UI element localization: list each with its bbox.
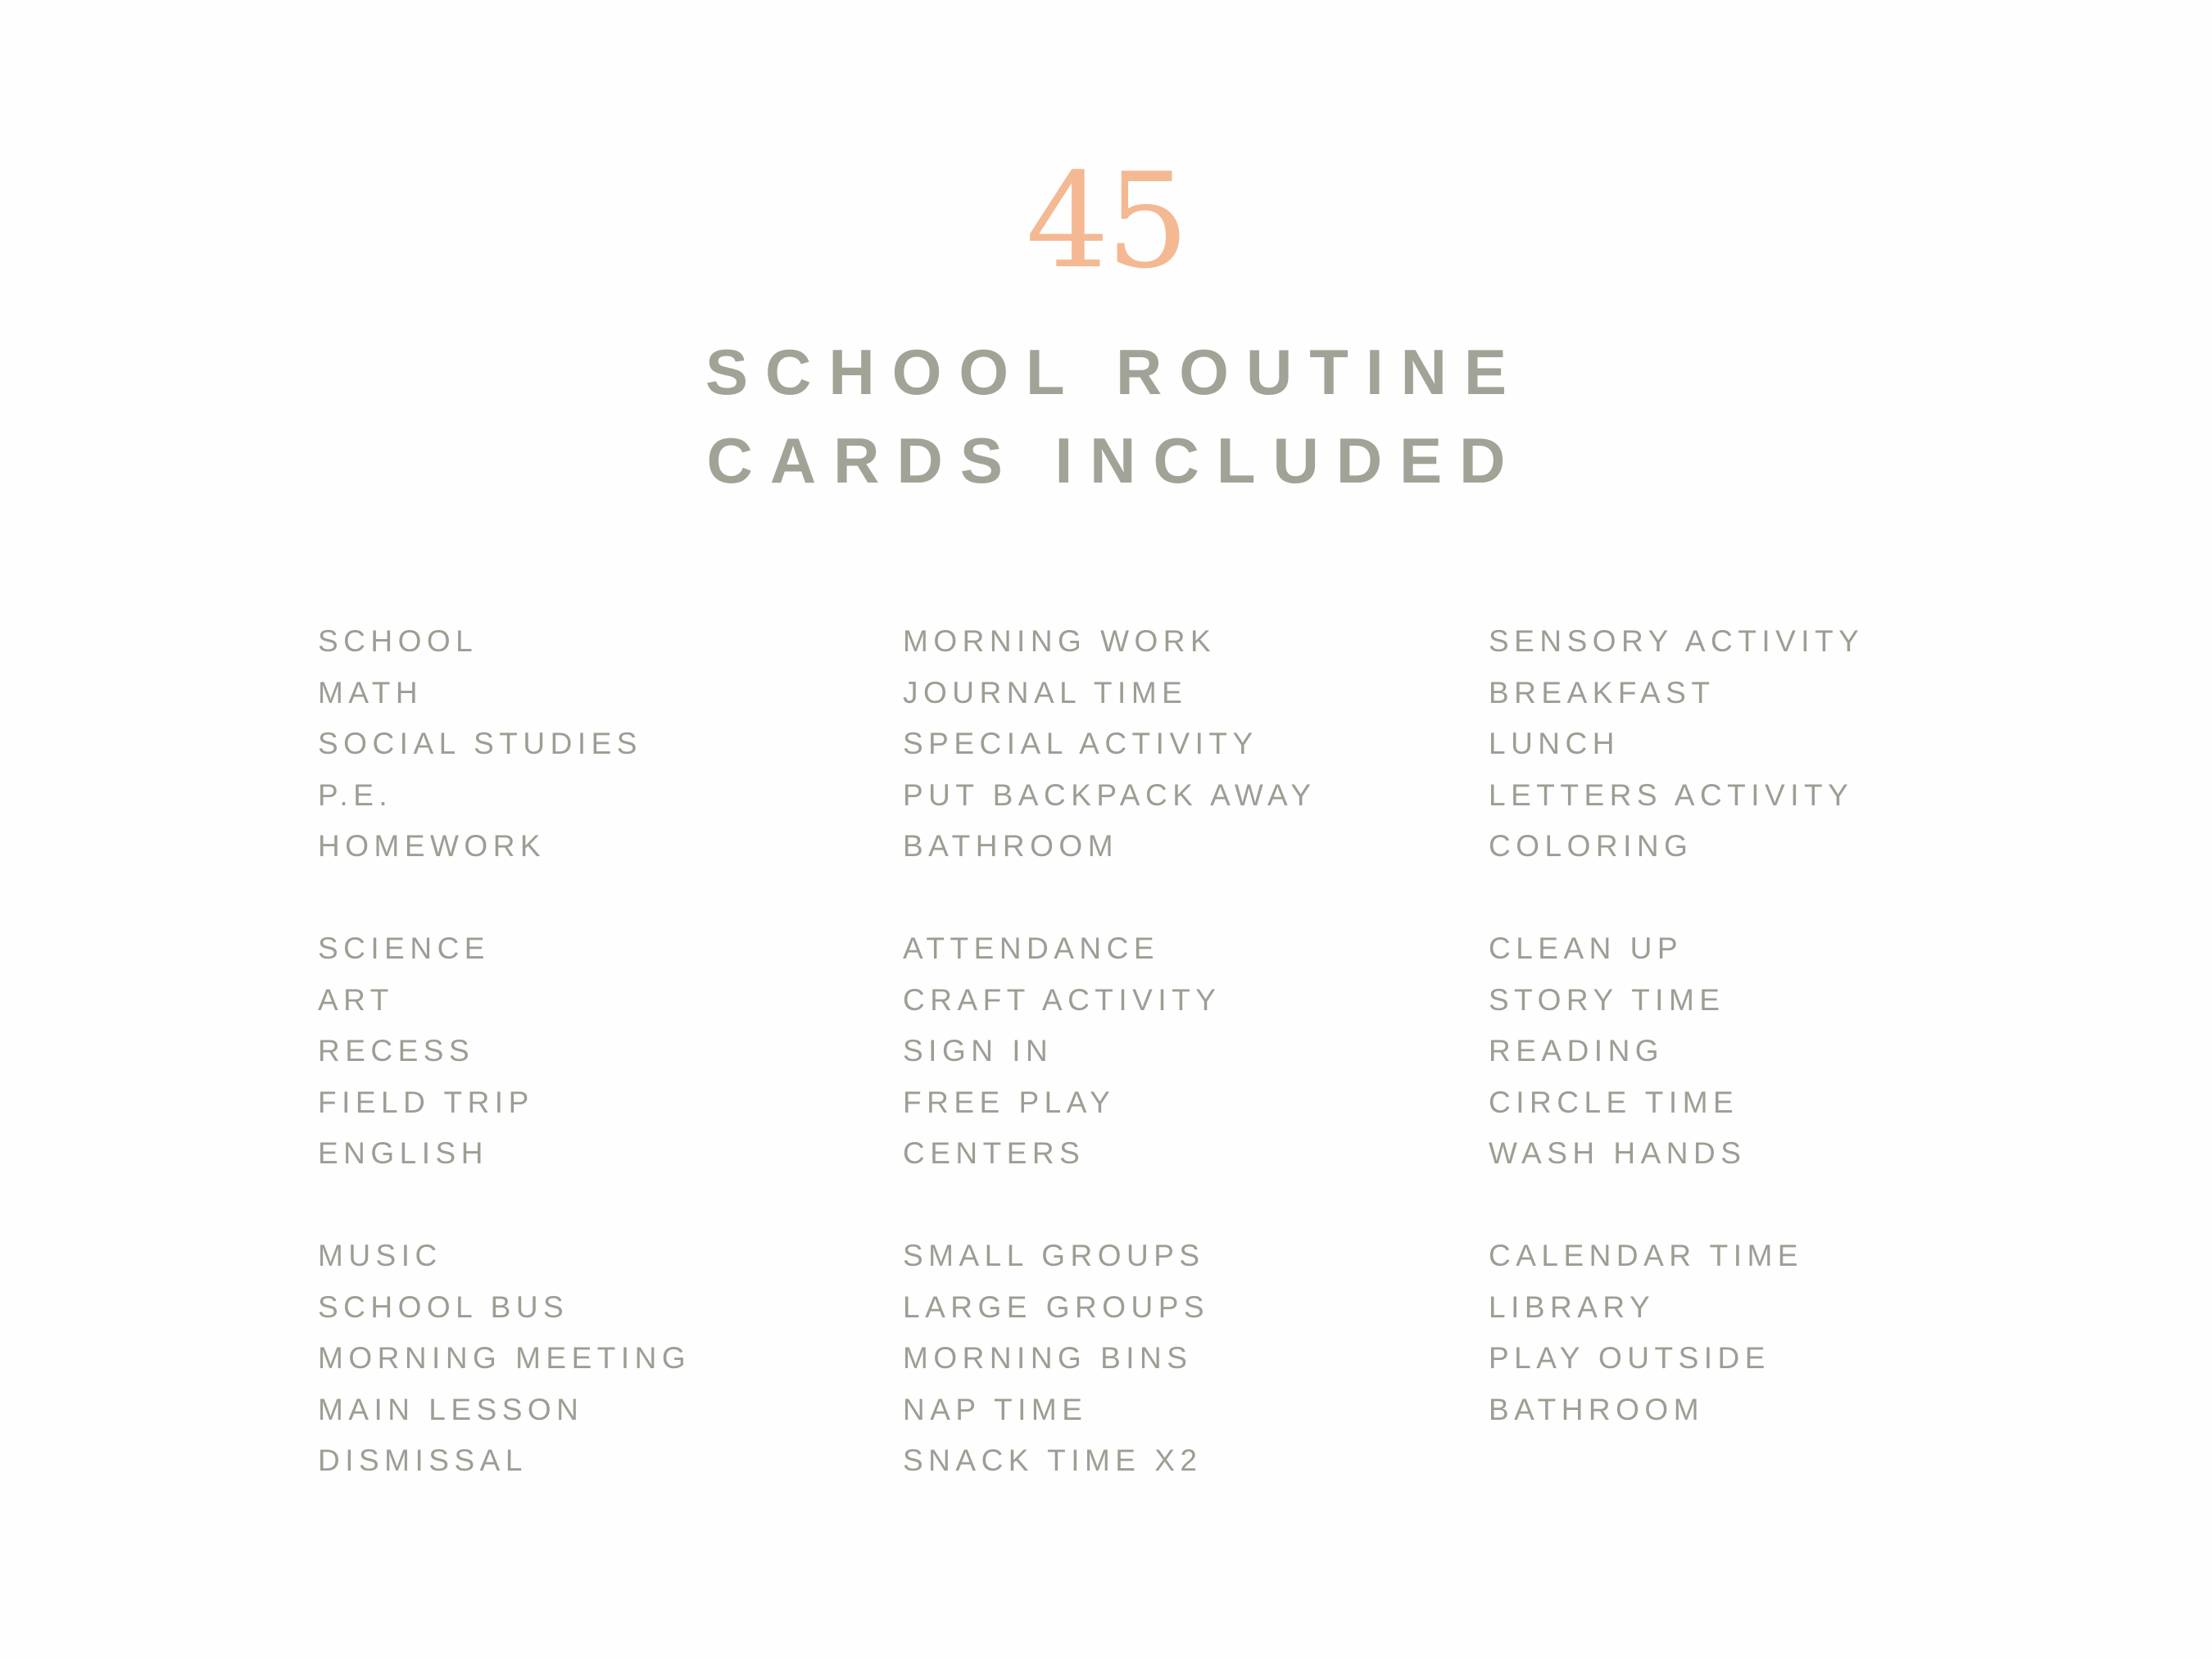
list-item: CENTERS [903,1136,1086,1170]
card-column-2 [903,616,1317,1487]
list-item: SPECIAL ACTIVITY [903,727,1258,760]
list-item: SNACK TIME X2 [903,1444,1203,1477]
list-item: SCHOOL [318,624,478,658]
list-item: MAIN LESSON [318,1392,584,1426]
list-item: CRAFT ACTIVITY [903,982,1222,1017]
list-item: CALENDAR TIME [1489,1239,1803,1272]
list-item: MATH [318,675,424,709]
list-item: LARGE GROUPS [903,1290,1210,1324]
list-item: PLAY OUTSIDE [1489,1341,1770,1375]
list-item: BATHROOM [1489,1392,1705,1426]
list-item: HOMEWORK [318,829,546,863]
list-item: BREAKFAST [1489,675,1716,709]
group-spacer [903,1180,1317,1231]
list-item: RECESS [318,1034,475,1067]
list-item: MUSIC [318,1239,442,1272]
list-item: SCIENCE [318,931,490,965]
list-item: WASH HANDS [1489,1136,1747,1170]
list-item: READING [1489,1034,1665,1067]
title-line-1: SCHOOL ROUTINE [705,336,1524,408]
list-item: MORNING BINS [903,1341,1193,1375]
list-item: JOURNAL TIME [903,675,1188,709]
list-item: SENSORY ACTIVITY [1489,624,1865,658]
group-spacer [1489,873,1864,924]
card-count: 45 [1026,144,1186,297]
list-item: ATTENDANCE [903,931,1160,965]
list-item: MORNING WORK [903,624,1217,658]
list-item: NAP TIME [903,1392,1088,1426]
list-item: LUNCH [1489,727,1620,760]
list-item: SMALL GROUPS [903,1239,1205,1272]
list-item: LETTERS ACTIVITY [1489,777,1854,812]
title-line-2: CARDS INCLUDED [706,424,1523,496]
list-item: DISMISSAL [318,1444,528,1477]
page-title [0,328,2212,505]
group-spacer [1489,1180,1864,1231]
group-spacer [903,873,1317,924]
card-column-3 [1489,616,1864,1435]
list-item: BATHROOM [903,829,1119,863]
list-item: SCHOOL BUS [318,1290,569,1324]
list-item: P.E. [318,777,393,812]
list-item: COLORING [1489,829,1693,863]
card-list [0,616,2212,1517]
list-item: CLEAN UP [1489,931,1684,965]
list-item: FREE PLAY [903,1085,1116,1119]
list-item: SOCIAL STUDIES [318,727,642,760]
list-item: FIELD TRIP [318,1085,534,1119]
group-spacer [318,1180,691,1231]
list-item: MORNING MEETING [318,1341,691,1375]
list-item: ENGLISH [318,1136,488,1170]
list-item: ART [318,982,394,1017]
group-spacer [318,873,691,924]
card-column-1 [318,616,691,1487]
list-item: PUT BACKPACK AWAY [903,777,1317,812]
list-item: CIRCLE TIME [1489,1085,1739,1119]
list-item: STORY TIME [1489,982,1725,1017]
list-item: LIBRARY [1489,1290,1656,1324]
list-item: SIGN IN [903,1034,1054,1067]
